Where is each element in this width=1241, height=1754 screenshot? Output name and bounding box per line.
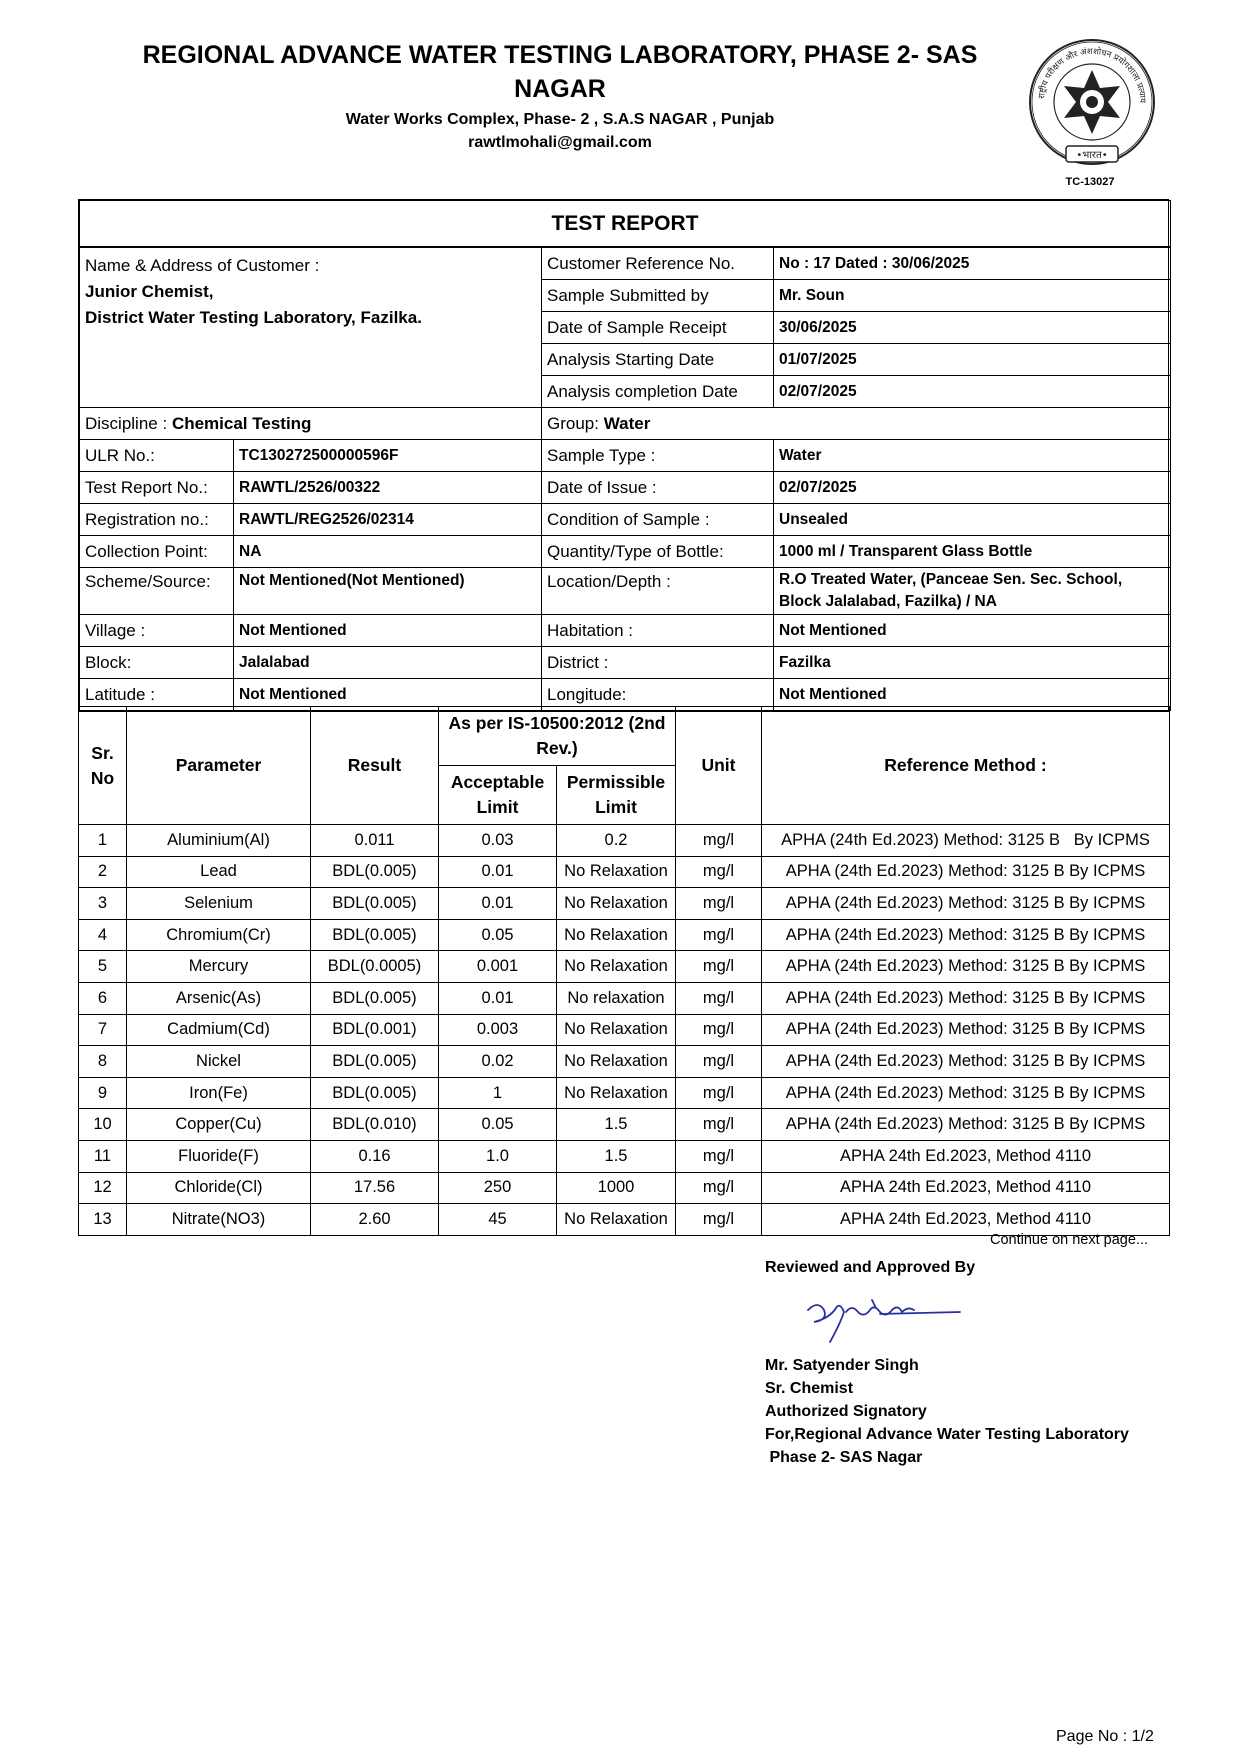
location-line-1: R.O Treated Water, (Panceae Sen. Sec. School, [779,571,1123,588]
header-acceptable-limit: Acceptable Limit [439,766,557,825]
field-label: Test Report No.: [80,472,234,504]
row-unit: mg/l [676,982,762,1014]
row-unit: mg/l [676,919,762,951]
row-acceptable-limit: 1.0 [439,1140,557,1172]
row-sr-no: 9 [79,1077,127,1109]
table-row [79,1109,1170,1141]
signatory-name: Mr. Satyender Singh [765,1357,919,1374]
row-acceptable-limit: 0.01 [439,982,557,1014]
svg-text:राष्ट्रीय परीक्षण और अंशशोधन प: राष्ट्रीय परीक्षण और अंशशोधन प्रयोगशाला प्रत्याय [1037,46,1148,104]
field-label: Location/Depth : [542,568,774,615]
table-row [79,982,1170,1014]
row-parameter: Iron(Fe) [127,1077,311,1109]
row-parameter: Aluminium(Al) [127,825,311,857]
field-label: Scheme/Source: [80,568,234,615]
row-acceptable-limit: 0.03 [439,825,557,857]
customer-name: Junior Chemist, [85,282,214,301]
row-reference-method: APHA (24th Ed.2023) Method: 3125 B By ICPMS [762,1046,1170,1078]
row-acceptable-limit: 0.05 [439,919,557,951]
row-parameter: Fluoride(F) [127,1140,311,1172]
signatory-organization: For,Regional Advance Water Testing Laboratory [765,1426,1129,1443]
row-parameter: Nickel [127,1046,311,1078]
lab-name: REGIONAL ADVANCE WATER TESTING LABORATORY, PHASE 2- SAS NAGAR [142,41,978,103]
field-label: Latitude : [80,679,234,711]
row-parameter: Nitrate(NO3) [127,1204,311,1236]
row-permissible-limit: 1.5 [557,1140,676,1172]
table-row [79,1014,1170,1046]
row-sr-no: 3 [79,888,127,920]
collection-point: NA [234,536,542,568]
table-row [79,1140,1170,1172]
row-acceptable-limit: 250 [439,1172,557,1204]
field-label: Analysis Starting Date [542,344,774,376]
row-result: BDL(0.005) [311,1046,439,1078]
field-label: Date of Sample Receipt [542,312,774,344]
table-row [79,1172,1170,1204]
row-unit: mg/l [676,856,762,888]
row-reference-method: APHA (24th Ed.2023) Method: 3125 B By ICPMS [762,951,1170,983]
table-row [79,1046,1170,1078]
row-result: BDL(0.005) [311,856,439,888]
field-label: Village : [80,615,234,647]
field-label: Quantity/Type of Bottle: [542,536,774,568]
row-result: BDL(0.001) [311,1014,439,1046]
lab-email: rawtlmohali@gmail.com [468,134,652,151]
header-parameter: Parameter [127,707,311,825]
row-acceptable-limit: 0.01 [439,856,557,888]
row-result: BDL(0.005) [311,888,439,920]
analysis-completion-value: 02/07/2025 [774,376,1171,408]
row-parameter: Copper(Cu) [127,1109,311,1141]
date-of-issue: 02/07/2025 [774,472,1171,504]
test-report-number: RAWTL/2526/00322 [234,472,542,504]
group-value: Water [603,413,651,433]
approver-signature [800,1290,970,1350]
continue-note: Continue on next page... [990,1232,1149,1248]
table-row [79,888,1170,920]
row-reference-method: APHA (24th Ed.2023) Method: 3125 B By ICPMS [762,856,1170,888]
bottle-quantity-type: 1000 ml / Transparent Glass Bottle [774,536,1171,568]
field-label: Sample Submitted by [542,280,774,312]
discipline-value: Chemical Testing [171,413,312,433]
row-unit: mg/l [676,1140,762,1172]
row-parameter: Chromium(Cr) [127,919,311,951]
accreditation-seal-icon [1022,30,1162,180]
row-sr-no: 5 [79,951,127,983]
row-result: 0.16 [311,1140,439,1172]
row-permissible-limit: No Relaxation [557,919,676,951]
svg-text:•भारत•: •भारत• [1076,150,1108,161]
signatory-location: Phase 2- SAS Nagar [765,1449,923,1466]
row-unit: mg/l [676,1014,762,1046]
row-reference-method: APHA (24th Ed.2023) Method: 3125 B By ICPMS [762,982,1170,1014]
longitude: Not Mentioned [774,679,1171,711]
row-unit: mg/l [676,1172,762,1204]
row-unit: mg/l [676,1204,762,1236]
row-permissible-limit: No Relaxation [557,1046,676,1078]
row-result: 17.56 [311,1172,439,1204]
header-result: Result [311,707,439,825]
sample-type: Water [774,440,1171,472]
row-acceptable-limit: 0.003 [439,1014,557,1046]
row-acceptable-limit: 0.01 [439,888,557,920]
header-permissible-limit: Permissible Limit [557,766,676,825]
signatory-block [765,1354,1129,1469]
row-sr-no: 2 [79,856,127,888]
row-permissible-limit: No Relaxation [557,1014,676,1046]
row-parameter: Cadmium(Cd) [127,1014,311,1046]
row-acceptable-limit: 0.05 [439,1109,557,1141]
row-unit: mg/l [676,1077,762,1109]
row-result: BDL(0.005) [311,982,439,1014]
ulr-number: TC130272500000596F [234,440,542,472]
signatory-title: Sr. Chemist [765,1380,854,1397]
table-row [79,856,1170,888]
accreditation-code: TC-13027 [1065,176,1115,188]
discipline-cell [80,408,542,440]
row-permissible-limit: No Relaxation [557,1077,676,1109]
field-label: Longitude: [542,679,774,711]
row-permissible-limit: No Relaxation [557,856,676,888]
results-table [78,706,1170,1236]
district: Fazilka [774,647,1171,679]
header-sr-no: Sr. No [79,707,127,825]
row-permissible-limit: 0.2 [557,825,676,857]
signatory-role: Authorized Signatory [765,1403,927,1420]
report-title: TEST REPORT [80,201,1171,248]
customer-label: Name & Address of Customer : [85,256,320,275]
customer-block [80,247,542,408]
group-label: Group: [547,413,599,433]
header-unit: Unit [676,707,762,825]
row-unit: mg/l [676,1109,762,1141]
row-sr-no: 7 [79,1014,127,1046]
row-sr-no: 1 [79,825,127,857]
table-row [79,1204,1170,1236]
row-reference-method: APHA (24th Ed.2023) Method: 3125 B By ICPMS [762,1014,1170,1046]
habitation: Not Mentioned [774,615,1171,647]
registration-number: RAWTL/REG2526/02314 [234,504,542,536]
row-reference-method: APHA 24th Ed.2023, Method 4110 [762,1172,1170,1204]
discipline-label: Discipline : [85,413,168,433]
row-permissible-limit: No relaxation [557,982,676,1014]
row-unit: mg/l [676,951,762,983]
lab-address: Water Works Complex, Phase- 2 , S.A.S NAGAR , Punjab [345,111,775,128]
row-parameter: Mercury [127,951,311,983]
row-permissible-limit: No Relaxation [557,951,676,983]
row-reference-method: APHA (24th Ed.2023) Method: 3125 B By ICPMS [762,888,1170,920]
customer-reference-value: No : 17 Dated : 30/06/2025 [774,247,1171,280]
table-row [79,951,1170,983]
customer-address: District Water Testing Laboratory, Fazilka. [85,308,422,327]
row-unit: mg/l [676,1046,762,1078]
field-label: District : [542,647,774,679]
field-label: Collection Point: [80,536,234,568]
group-cell [542,408,1171,440]
row-result: 2.60 [311,1204,439,1236]
sample-condition: Unsealed [774,504,1171,536]
row-acceptable-limit: 0.001 [439,951,557,983]
row-reference-method: APHA (24th Ed.2023) Method: 3125 B By ICPMS [762,825,1170,857]
row-reference-method: APHA 24th Ed.2023, Method 4110 [762,1204,1170,1236]
row-sr-no: 10 [79,1109,127,1141]
row-sr-no: 4 [79,919,127,951]
village: Not Mentioned [234,615,542,647]
report-info-table [79,200,1171,711]
field-label: Condition of Sample : [542,504,774,536]
row-result: 0.011 [311,825,439,857]
row-sr-no: 13 [79,1204,127,1236]
page-number: Page No : 1/2 [1056,1728,1154,1745]
row-unit: mg/l [676,888,762,920]
row-parameter: Selenium [127,888,311,920]
submitted-by-value: Mr. Soun [774,280,1171,312]
row-reference-method: APHA 24th Ed.2023, Method 4110 [762,1140,1170,1172]
row-permissible-limit: No Relaxation [557,1204,676,1236]
field-label: Registration no.: [80,504,234,536]
receipt-date-value: 30/06/2025 [774,312,1171,344]
table-row [79,1077,1170,1109]
test-report-info [78,199,1169,712]
row-result: BDL(0.005) [311,919,439,951]
row-reference-method: APHA (24th Ed.2023) Method: 3125 B By ICPMS [762,1109,1170,1141]
row-acceptable-limit: 45 [439,1204,557,1236]
location-depth [774,568,1171,615]
field-label: Habitation : [542,615,774,647]
row-sr-no: 11 [79,1140,127,1172]
field-label: Date of Issue : [542,472,774,504]
reviewed-approved-label: Reviewed and Approved By [765,1259,976,1276]
block: Jalalabad [234,647,542,679]
field-label: ULR No.: [80,440,234,472]
header-standard: As per IS-10500:2012 (2nd Rev.) [439,707,676,766]
row-result: BDL(0.010) [311,1109,439,1141]
latitude: Not Mentioned [234,679,542,711]
row-sr-no: 12 [79,1172,127,1204]
row-acceptable-limit: 1 [439,1077,557,1109]
results-section [78,706,1169,1236]
row-permissible-limit: No Relaxation [557,888,676,920]
scheme-source: Not Mentioned(Not Mentioned) [234,568,542,615]
lab-address-block [140,108,980,154]
row-result: BDL(0.005) [311,1077,439,1109]
row-result: BDL(0.0005) [311,951,439,983]
row-sr-no: 6 [79,982,127,1014]
row-sr-no: 8 [79,1046,127,1078]
table-row [79,825,1170,857]
row-parameter: Lead [127,856,311,888]
row-reference-method: APHA (24th Ed.2023) Method: 3125 B By ICPMS [762,1077,1170,1109]
field-label: Customer Reference No. [542,247,774,280]
field-label: Analysis completion Date [542,376,774,408]
row-reference-method: APHA (24th Ed.2023) Method: 3125 B By ICPMS [762,919,1170,951]
row-permissible-limit: 1.5 [557,1109,676,1141]
header-reference-method: Reference Method : [762,707,1170,825]
field-label: Block: [80,647,234,679]
location-line-2: Block Jalalabad, Fazilka) / NA [779,593,997,610]
row-parameter: Arsenic(As) [127,982,311,1014]
row-parameter: Chloride(Cl) [127,1172,311,1204]
results-body [79,825,1170,1236]
row-acceptable-limit: 0.02 [439,1046,557,1078]
field-label: Sample Type : [542,440,774,472]
row-unit: mg/l [676,825,762,857]
analysis-start-value: 01/07/2025 [774,344,1171,376]
row-permissible-limit: 1000 [557,1172,676,1204]
table-row [79,919,1170,951]
